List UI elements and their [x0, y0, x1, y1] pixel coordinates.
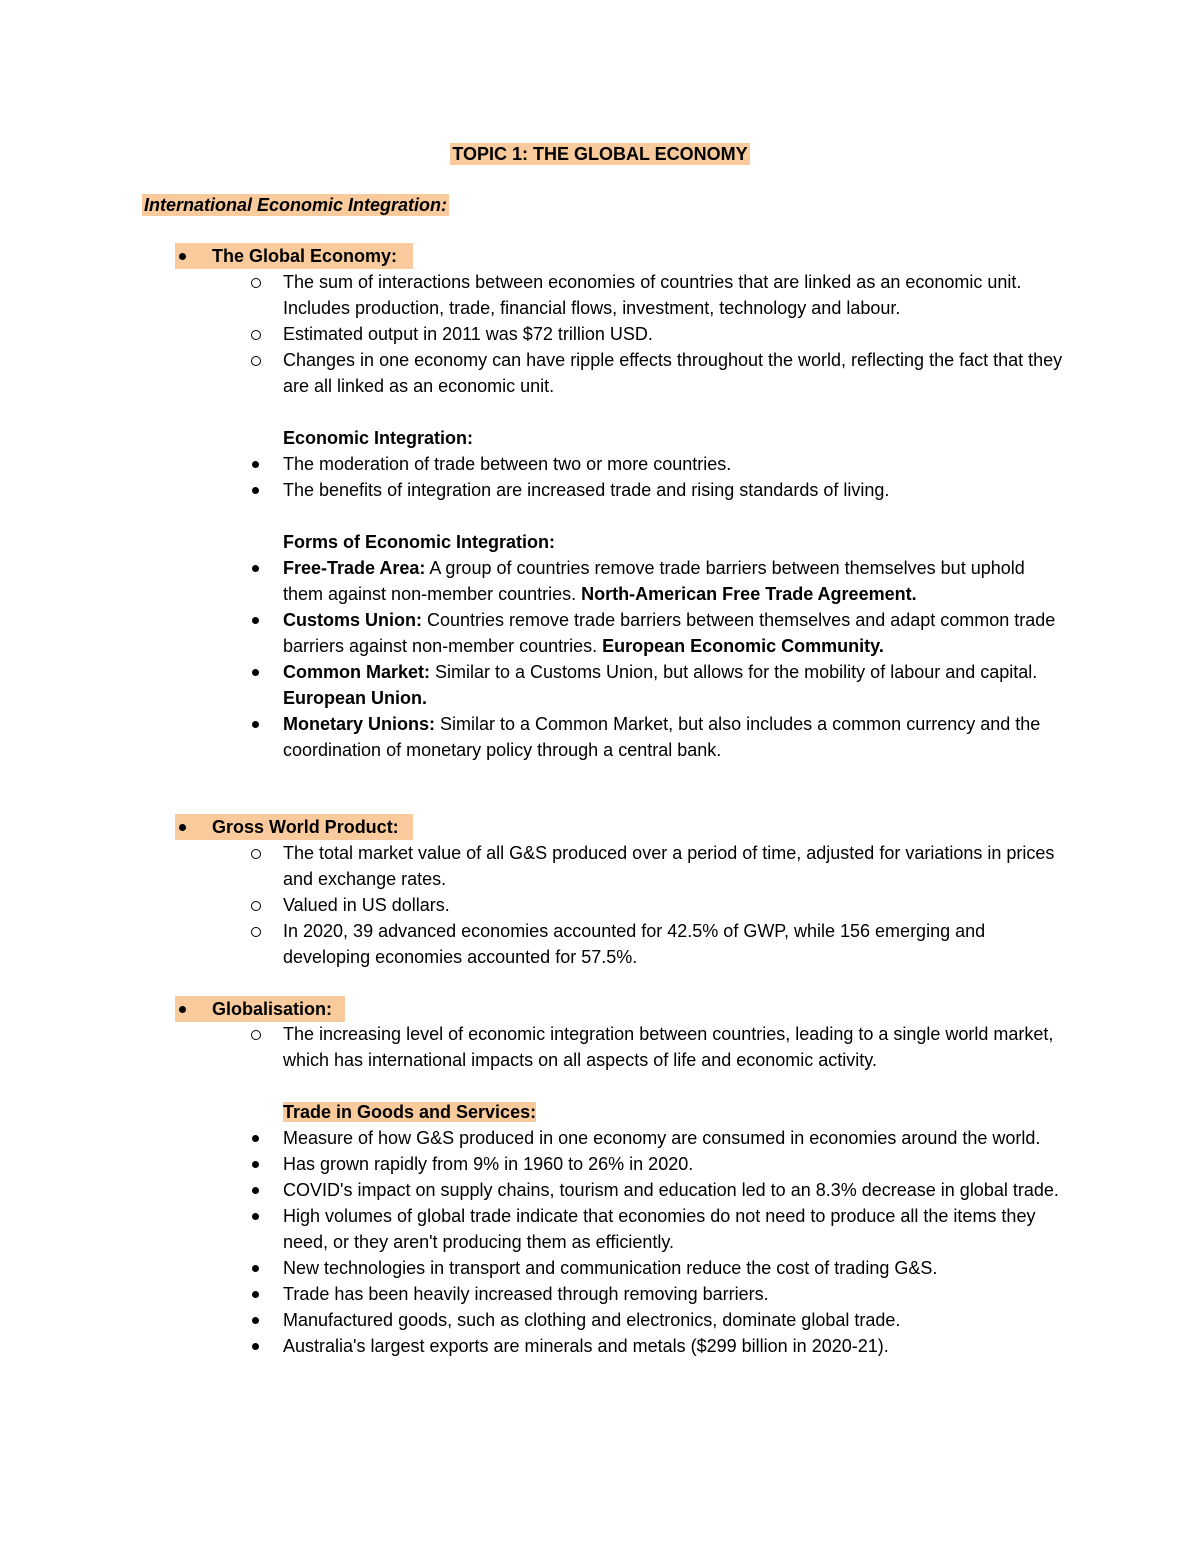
- bullet-icon: [179, 253, 186, 260]
- subheading: Forms of Economic Integration:: [283, 532, 556, 552]
- list-item: COVID's impact on supply chains, tourism and education led to an 8.3% decrease in global trade.: [248, 1177, 1068, 1203]
- list-item: Measure of how G&S produced in one economy are consumed in economies around the world.: [248, 1125, 1068, 1151]
- bullet-icon: [252, 1135, 259, 1142]
- global-economy-list: [248, 269, 1068, 399]
- list-item: Customs Union: Countries remove trade barriers between themselves and adapt common trade barriers against non-member countries. European Economic Community.: [248, 607, 1068, 659]
- section-heading: International Economic Integration:: [144, 195, 448, 215]
- bullet-icon: [252, 1343, 259, 1350]
- bullet-icon: [252, 669, 259, 676]
- hollow-bullet-icon: [251, 927, 261, 937]
- bullet-icon: [252, 1187, 259, 1194]
- bullet-icon: [252, 487, 259, 494]
- list-item: The total market value of all G&S produced over a period of time, adjusted for variations in prices and exchange rates.: [248, 840, 1068, 892]
- bullet-icon: [252, 1317, 259, 1324]
- bullet-icon: [252, 461, 259, 468]
- subheading: Trade in Goods and Services:: [283, 1102, 537, 1122]
- subheading: Economic Integration:: [283, 428, 474, 448]
- hollow-bullet-icon: [251, 330, 261, 340]
- economic-integration-section: [248, 425, 1068, 503]
- list-item: Common Market: Similar to a Customs Union, but allows for the mobility of labour and capital. European Union.: [248, 659, 1068, 711]
- list-item: New technologies in transport and communication reduce the cost of trading G&S.: [248, 1255, 1068, 1281]
- bullet-icon: [252, 565, 259, 572]
- list-item: Estimated output in 2011 was $72 trillion USD.: [248, 321, 1068, 347]
- list-item: Australia's largest exports are minerals and metals ($299 billion in 2020-21).: [248, 1333, 1068, 1359]
- list-item: High volumes of global trade indicate that economies do not need to produce all the items they need, or they aren't producing them as efficiently.: [248, 1203, 1068, 1255]
- bullet-icon: [252, 1161, 259, 1168]
- bullet-icon: [252, 1213, 259, 1220]
- hollow-bullet-icon: [251, 356, 261, 366]
- bullet-icon: [252, 1265, 259, 1272]
- list-item: Changes in one economy can have ripple effects throughout the world, reflecting the fact that they are all linked as an economic unit.: [248, 347, 1068, 399]
- list-item: Manufactured goods, such as clothing and electronics, dominate global trade.: [248, 1307, 1068, 1333]
- trade-section: [248, 1099, 1068, 1359]
- list-item: Free-Trade Area: A group of countries remove trade barriers between themselves but uphold them against non-member countries. North-American Free Trade Agreement.: [248, 555, 1068, 607]
- bullet-icon: [179, 824, 186, 831]
- hollow-bullet-icon: [251, 901, 261, 911]
- list-item: The increasing level of economic integration between countries, leading to a single world market, which has international impacts on all aspects of life and economic activity.: [248, 1021, 1068, 1073]
- bullet-icon: [252, 721, 259, 728]
- list-item: Valued in US dollars.: [248, 892, 1068, 918]
- list-item: The sum of interactions between economies of countries that are linked as an economic unit. Includes production, trade, financial flows, investment, technology and labour.: [248, 269, 1068, 321]
- bullet-icon: [252, 617, 259, 624]
- hollow-bullet-icon: [251, 849, 261, 859]
- list-item: Trade has been heavily increased through removing barriers.: [248, 1281, 1068, 1307]
- page-title: TOPIC 1: THE GLOBAL ECONOMY: [452, 144, 748, 164]
- bullet-icon: [179, 1006, 186, 1013]
- document-page: TOPIC 1: THE GLOBAL ECONOMY International Economic Integration: The Global Economy: The sum of interactions between economies of countries that are linked as an economic unit. Includes production, trade, financial flows, investment, technology and labour. Estimated output in 2011 was $72 trillion USD. Changes in one economy can have ripple effects throughout the world, reflecting the fact that they are all linked as an economic unit. Economic Integration: The moderation of trade between two or more countries. The benefits of integration are increased trade and rising standards of living. Forms of Economic Integration: Free-Trade Area: A group of countries remove trade barriers between themselves but uphold them against non-member countries. North-American Free Trade Agreement. Customs Union: Countries remove trade barriers between themselves and adapt common trade barriers against non-member countries. European Economic Community. Common Market: Similar to a Customs Union, but allows for the mobility of labour and capital. European Union. Monetary Unions: Similar to a Common Market, but also includes a common currency and the coordination of monetary policy through a central bank. Gross World Product: The total market value of all G&S produced over a period of time, adjusted for variations in prices and exchange rates. Valued in US dollars. In 2020, 39 advanced economies accounted for 42.5% of GWP, while 156 emerging and developing economies accounted for 57.5%. Globalisation: The increasing level of economic integration between countries, leading to a single world market, which has international impacts on all aspects of life and economic activity. Trade in Goods and Services: Measure of how G&S produced in one economy are consumed in economies around the world. Has grown rapidly from 9% in 1960 to 26% in 2020. COVID's impact on supply chains, tourism and education led to an 8.3% decrease in global trade. High volumes of global trade indicate that economies do not need to produce all the items they need, or they aren't producing them as efficiently. New technologies in transport and communication reduce the cost of trading G&S. Trade has been heavily increased through removing barriers. Manufactured goods, such as clothing and electronics, dominate global trade. Australia's largest exports are minerals and metals ($299 billion in 2020-21).: [0, 0, 1200, 1553]
- forms-section: [248, 529, 1068, 763]
- hollow-bullet-icon: [251, 1030, 261, 1040]
- list-item: In 2020, 39 advanced economies accounted for 42.5% of GWP, while 156 emerging and developing economies accounted for 57.5%.: [248, 918, 1068, 970]
- list-item: The benefits of integration are increased trade and rising standards of living.: [248, 477, 1068, 503]
- list-item: The moderation of trade between two or more countries.: [248, 451, 1068, 477]
- list-item: Monetary Unions: Similar to a Common Market, but also includes a common currency and the coordination of monetary policy through a central bank.: [248, 711, 1068, 763]
- hollow-bullet-icon: [251, 278, 261, 288]
- gwp-list: [248, 840, 1068, 970]
- globalisation-list: [248, 1021, 1068, 1073]
- list-item: Has grown rapidly from 9% in 1960 to 26% in 2020.: [248, 1151, 1068, 1177]
- bullet-icon: [252, 1291, 259, 1298]
